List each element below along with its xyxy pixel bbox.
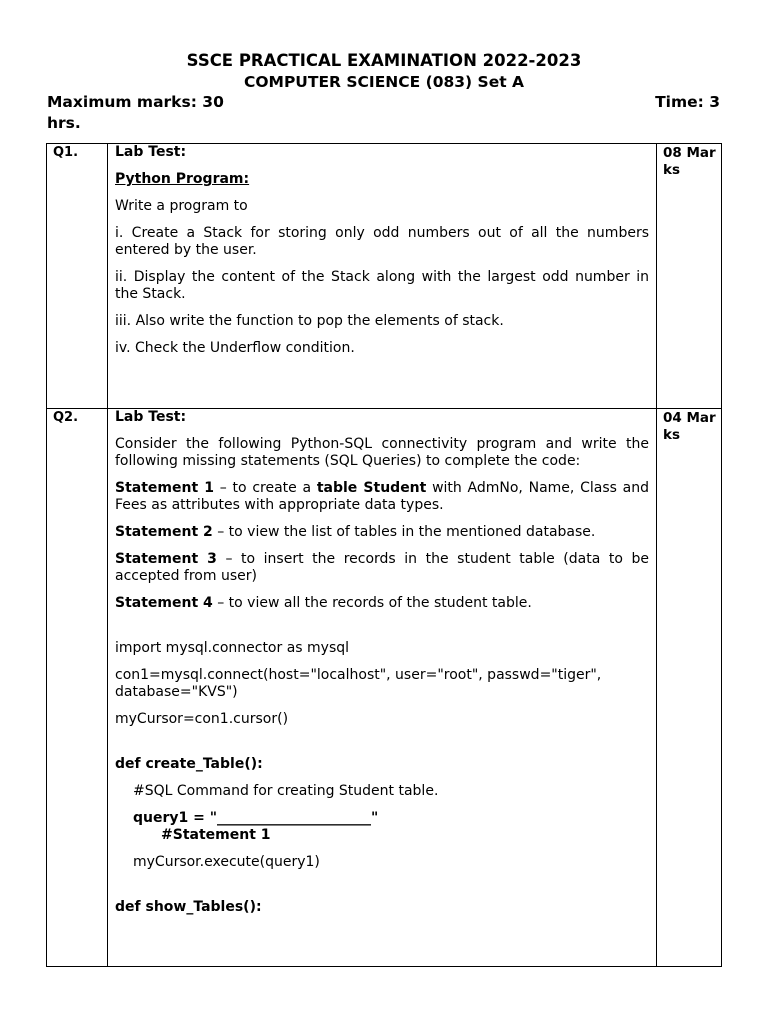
code-def-create-table: def create_Table(): xyxy=(115,756,263,772)
statement-1-text: Statement 1 – to create a table Student with AdmNo, Name, Class and Fees as attributes with appropriate data types. xyxy=(115,480,649,513)
code-statement-1-comment: #Statement 1 xyxy=(161,827,271,843)
question-number: Q2. xyxy=(47,409,108,967)
time-label: Time: 3 xyxy=(655,93,720,111)
lab-test-label: Lab Test: xyxy=(115,144,187,160)
python-program-heading: Python Program: xyxy=(115,171,250,187)
code-execute: myCursor.execute(query1) xyxy=(133,854,320,870)
q1-intro: Write a program to xyxy=(115,198,248,214)
statement-2-text: Statement 2 – to view the list of tables in the mentioned database. xyxy=(115,524,596,540)
max-marks: Maximum marks: 30 xyxy=(47,93,224,111)
question-2-body xyxy=(108,409,657,967)
exam-title: SSCE PRACTICAL EXAMINATION 2022-2023 xyxy=(186,51,582,70)
question-1-table xyxy=(46,143,722,409)
q1-item: iv. Check the Underflow condition. xyxy=(115,340,355,356)
q2-intro: Consider the following Python-SQL connectivity program and write the following missing statements (SQL Queries) to complete the code: xyxy=(115,436,649,469)
code-import: import mysql.connector as mysql xyxy=(115,640,350,656)
statement-4-text: Statement 4 – to view all the records of the student table. xyxy=(115,595,532,611)
code-cursor: myCursor=con1.cursor() xyxy=(115,711,289,727)
exam-subtitle: COMPUTER SCIENCE (083) Set A xyxy=(243,73,525,91)
code-comment: #SQL Command for creating Student table. xyxy=(133,783,439,799)
question-number: Q1. xyxy=(47,144,108,409)
statement-3-text: Statement 3 – to insert the records in the student table (data to be accepted from user) xyxy=(115,551,649,584)
lab-test-label: Lab Test: xyxy=(115,409,187,425)
q1-item: iii. Also write the function to pop the elements of stack. xyxy=(115,313,504,329)
question-2-table xyxy=(46,408,722,967)
question-marks: 04 Marks xyxy=(657,409,722,967)
q1-item: i. Create a Stack for storing only odd numbers out of all the numbers entered by the user. xyxy=(115,225,649,258)
question-1-body xyxy=(108,144,657,409)
code-query: query1 = "______________________" xyxy=(133,810,379,826)
code-connect: con1=mysql.connect(host="localhost", user="root", passwd="tiger", database="KVS") xyxy=(115,667,602,700)
time-hrs: hrs. xyxy=(47,114,81,132)
q1-item: ii. Display the content of the Stack along with the largest odd number in the Stack. xyxy=(115,269,649,302)
code-def-show-tables: def show_Tables(): xyxy=(115,899,262,915)
question-marks: 08 Marks xyxy=(657,144,722,409)
